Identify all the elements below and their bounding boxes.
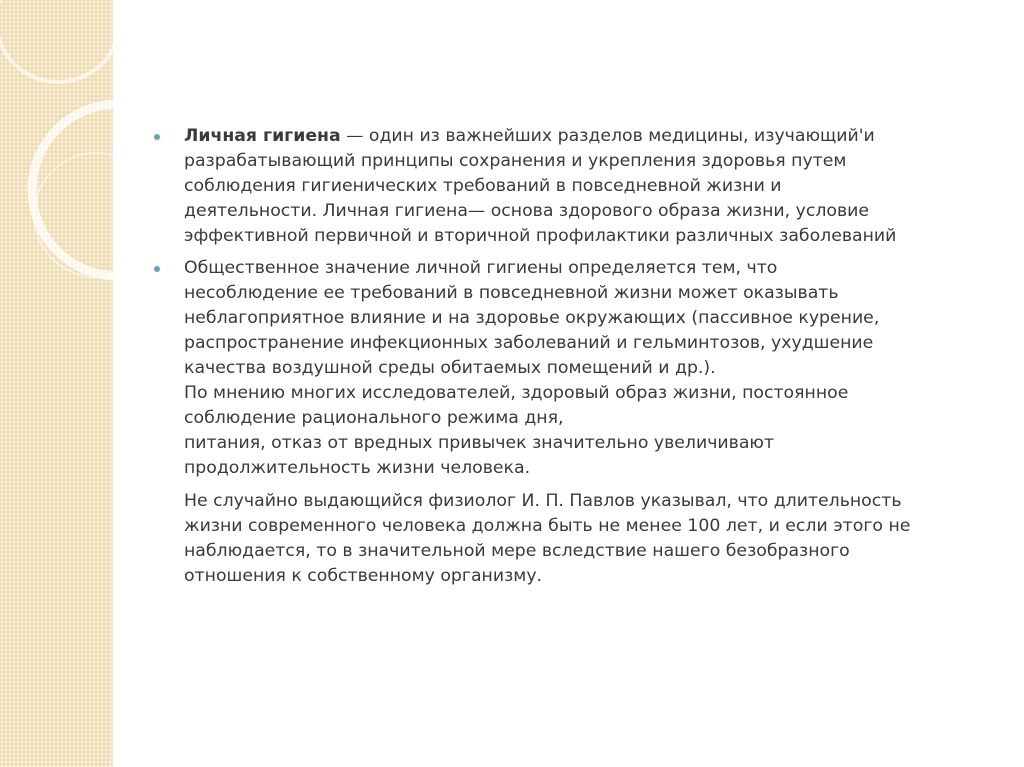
bullet-dot-icon [154, 266, 160, 272]
bullet-item-public-importance [154, 256, 984, 481]
text-line: неблагоприятное влияние и на здоровье окружающих (пассивное курение, [184, 308, 880, 328]
text-line: продолжительность жизни человека. [184, 458, 531, 478]
text-line: соблюдение рационального режима дня, [184, 408, 564, 428]
text-line [184, 124, 984, 149]
text-line: несоблюдение ее требований в повседневной жизни может оказывать [184, 283, 839, 303]
text-line: Общественное значение личной гигиены определяется тем, что [184, 258, 778, 278]
slide-body [154, 124, 984, 589]
text-line: Не случайно выдающийся физиолог И. П. Павлов указывал, что длительность [184, 491, 902, 511]
term-bold: Личная гигиена [184, 126, 341, 146]
text-line: По мнению многих исследователей, здоровый образ жизни, постоянное [184, 383, 849, 403]
text-line: деятельности. Личная гигиена— основа здорового образа жизни, условие [184, 201, 870, 221]
text-line: качества воздушной среды обитаемых помещений и др.). [184, 358, 716, 378]
text-line: разрабатывающий принципы сохранения и укрепления здоровья путем [184, 151, 847, 171]
text-line: наблюдается, то в значительной мере вследствие нашего безобразного [184, 541, 850, 561]
decorative-rings [0, 0, 113, 320]
text-line: питания, отказ от вредных привычек значительно увеличивают [184, 433, 775, 453]
bullet-dot-icon [154, 134, 160, 140]
text-line: отношения к собственному организму. [184, 566, 543, 586]
pavlov-paragraph [154, 489, 984, 589]
text-line: жизни современного человека должна быть не менее 100 лет, и если этого не [184, 516, 911, 536]
text-line: эффективной первичной и вторичной профилактики различных заболеваний [184, 226, 897, 246]
bullet-item-personal-hygiene [154, 124, 984, 249]
text-fragment: — один из важнейших разделов медицины, изучающий'и [340, 126, 875, 146]
text-line: распространение инфекционных заболеваний и гельминтозов, ухудшение [184, 333, 874, 353]
text-line: соблюдения гигиенических требований в повседневной жизни и [184, 176, 782, 196]
